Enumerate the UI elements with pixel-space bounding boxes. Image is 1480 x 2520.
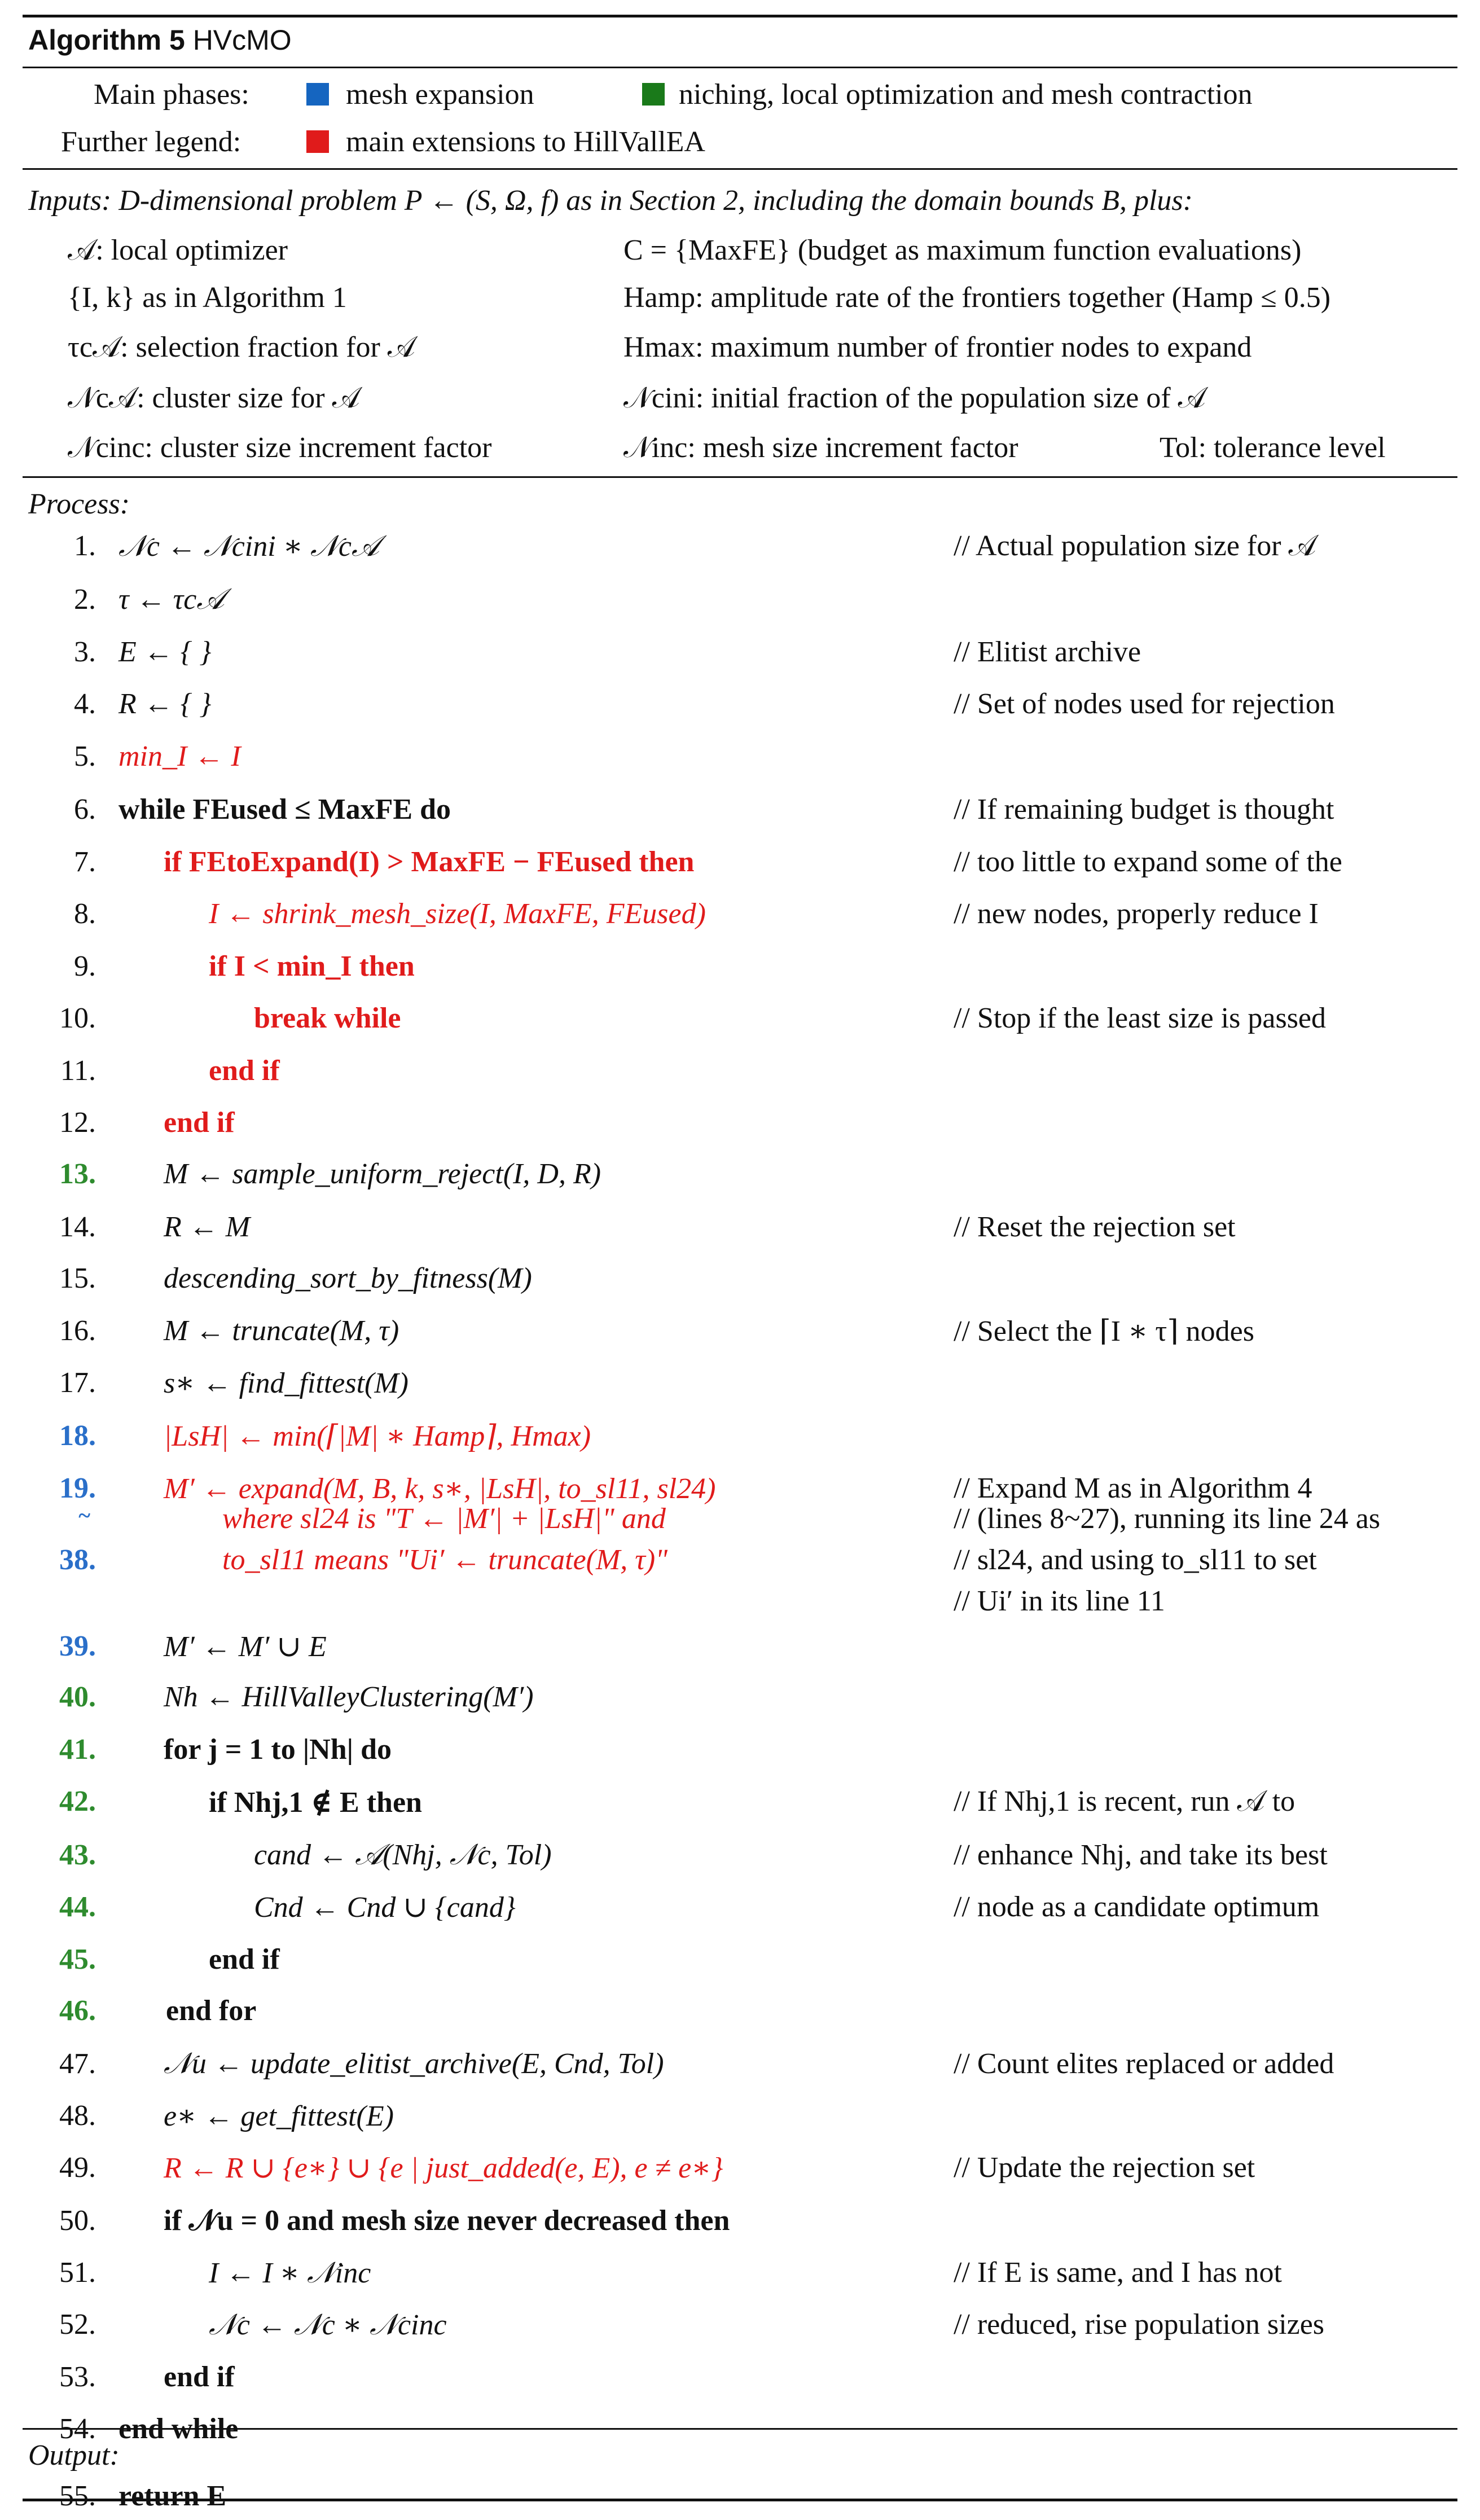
line-number: 49. [59, 2152, 96, 2184]
algorithm-step: end for [166, 1995, 257, 2027]
line-number: ~ [78, 1503, 90, 1528]
line-number-55: 55. [59, 2480, 96, 2512]
line-comment: // Ui′ in its line 11 [954, 1585, 1165, 1617]
line-comment: // Expand M as in Algorithm 4 [954, 1472, 1312, 1504]
input-local-optimizer: 𝒜: local optimizer [68, 234, 288, 266]
line-number: 3. [74, 636, 96, 668]
line-number: 19. [59, 1472, 96, 1504]
line-comment: // If E is same, and I has not [954, 2256, 1282, 2289]
algorithm-step: s∗ ← find_fittest(M) [164, 1367, 409, 1399]
line-number: 46. [59, 1995, 96, 2027]
line-number: 54. [59, 2413, 96, 2445]
return-statement: return E [118, 2480, 227, 2512]
algorithm-step: e∗ ← get_fittest(E) [164, 2100, 394, 2132]
algorithm-step: Cnd ← Cnd ∪ {cand} [254, 1891, 516, 1924]
red-legend-square [306, 130, 329, 153]
title-rule [23, 67, 1457, 68]
line-number: 44. [59, 1891, 96, 1923]
blue-legend-square [306, 83, 329, 106]
algorithm-step: R ← { } [118, 688, 212, 720]
algorithm-step: M ← sample_uniform_reject(I, D, R) [164, 1158, 601, 1190]
line-comment: // reduced, rise population sizes [954, 2308, 1325, 2341]
line-number: 18. [59, 1420, 96, 1452]
algorithm-step: while FEused ≤ MaxFE do [118, 793, 451, 826]
line-number: 53. [59, 2361, 96, 2393]
algorithm-step: end if [164, 1107, 235, 1139]
line-number: 17. [59, 1367, 96, 1399]
input-tolerance: Tol: tolerance level [1160, 432, 1386, 464]
inputs-rule [23, 476, 1457, 478]
algorithm-step: end while [118, 2413, 239, 2445]
line-number: 15. [59, 1262, 96, 1294]
input-cluster-increment: 𝒩cinc: cluster size increment factor [68, 432, 492, 464]
line-comment: // Select the ⌈I ∗ τ⌉ nodes [954, 1315, 1254, 1347]
inputs-header: Inputs: D-dimensional problem P ← (S, Ω, f) as in Section 2, including the domain bounds B, plus: [28, 185, 1193, 217]
algorithm-step: end if [164, 2361, 235, 2393]
line-number: 2. [74, 583, 96, 616]
line-number: 38. [59, 1544, 96, 1576]
algorithm-step: break while [254, 1002, 401, 1034]
line-number: 52. [59, 2308, 96, 2341]
algorithm-step: cand ← 𝒜(Nhj, 𝒩c, Tol) [254, 1839, 552, 1871]
algorithm-name: HVcMO [192, 24, 292, 56]
line-comment: // Set of nodes used for rejection [954, 688, 1335, 720]
line-comment: // Actual population size for 𝒜 [954, 530, 1316, 562]
input-budget: C = {MaxFE} (budget as maximum function evaluations) [623, 234, 1302, 266]
algorithm-step: end if [209, 1943, 280, 1975]
algorithm-step: R ← R ∪ {e∗} ∪ {e | just_added(e, E), e ≠ e∗} [164, 2152, 723, 2184]
line-number: 9. [74, 950, 96, 982]
algorithm-step: I ← I ∗ 𝒩inc [209, 2257, 371, 2289]
algorithm-step: R ← M [164, 1211, 251, 1243]
algorithm-step: M ← truncate(M, τ) [164, 1315, 399, 1347]
bottom-rule [23, 2499, 1457, 2501]
algorithm-step: E ← { } [118, 636, 212, 668]
line-number: 43. [59, 1839, 96, 1871]
line-number: 50. [59, 2205, 96, 2237]
line-number: 11. [60, 1055, 96, 1087]
line-comment: // (lines 8~27), running its line 24 as [954, 1503, 1381, 1535]
algorithm-step: to_sl11 means "Ui′ ← truncate(M, τ)" [222, 1544, 668, 1576]
input-cluster-size: 𝒩c𝒜: cluster size for 𝒜 [68, 382, 360, 414]
line-comment: // Elitist archive [954, 636, 1141, 668]
main-phases-label: Main phases: [94, 78, 249, 111]
line-comment: // enhance Nhj, and take its best [954, 1839, 1328, 1871]
algorithm-label: Algorithm 5 [28, 24, 185, 56]
algorithm-step: if I < min_I then [209, 950, 415, 982]
line-number: 14. [59, 1211, 96, 1243]
algorithm-step: min_I ← I [118, 740, 241, 772]
algorithm-step: 𝒩c ← 𝒩c ∗ 𝒩cinc [209, 2309, 447, 2341]
algorithm-step: end if [209, 1055, 280, 1087]
algorithm-step: if 𝒩u = 0 and mesh size never decreased then [164, 2205, 730, 2237]
line-number: 5. [74, 740, 96, 772]
algorithm-step: |LsH| ← min(⌈|M| ∗ Hamp⌉, Hmax) [164, 1420, 591, 1452]
line-number: 42. [59, 1785, 96, 1817]
line-comment: // Count elites replaced or added [954, 2048, 1334, 2080]
line-number: 47. [59, 2048, 96, 2080]
algorithm-step: τ ← τc𝒜 [118, 583, 225, 616]
legend-rule [23, 168, 1457, 170]
line-number: 12. [59, 1107, 96, 1139]
phase-niching: niching, local optimization and mesh contraction [679, 78, 1253, 111]
phase-mesh-expansion: mesh expansion [346, 78, 534, 111]
algorithm-step: I ← shrink_mesh_size(I, MaxFE, FEused) [209, 898, 706, 930]
line-number: 10. [59, 1002, 96, 1034]
line-number: 40. [59, 1681, 96, 1713]
line-comment: // too little to expand some of the [954, 846, 1342, 878]
green-legend-square [642, 83, 665, 106]
line-comment: // If Nhj,1 is recent, run 𝒜 to [954, 1785, 1295, 1817]
input-mesh-increment: 𝒩inc: mesh size increment factor [623, 432, 1018, 464]
algorithm-step: M′ ← expand(M, B, k, s∗, |LsH|, to_sl11, sl24) [164, 1473, 716, 1505]
line-number: 6. [74, 793, 96, 826]
algorithm-step: for j = 1 to |Nh| do [164, 1733, 392, 1766]
line-number: 13. [59, 1158, 96, 1190]
input-I-k: {I, k} as in Algorithm 1 [68, 282, 347, 314]
input-selection-fraction: τc𝒜: selection fraction for 𝒜 [68, 331, 415, 363]
line-comment: // Update the rejection set [954, 2152, 1255, 2184]
line-comment: // sl24, and using to_sl11 to set [954, 1544, 1317, 1576]
line-number: 1. [74, 530, 96, 562]
line-comment: // node as a candidate optimum [954, 1891, 1320, 1923]
line-number: 39. [59, 1630, 96, 1662]
line-comment: // If remaining budget is thought [954, 793, 1334, 826]
algorithm-step: 𝒩c ← 𝒩cini ∗ 𝒩c𝒜 [118, 530, 380, 563]
line-number: 41. [59, 1733, 96, 1766]
top-rule [23, 15, 1457, 17]
line-number: 16. [59, 1315, 96, 1347]
line-comment: // new nodes, properly reduce I [954, 898, 1319, 930]
algorithm-step: 𝒩u ← update_elitist_archive(E, Cnd, Tol) [164, 2048, 664, 2080]
algorithm-step: descending_sort_by_fitness(M) [164, 1262, 532, 1294]
algorithm-step: if FEtoExpand(I) > MaxFE − FEused then [164, 846, 695, 878]
line-comment: // Reset the rejection set [954, 1211, 1236, 1243]
algorithm-title [28, 26, 292, 54]
line-number: 45. [59, 1943, 96, 1975]
input-amplitude-rate: Hamp: amplitude rate of the frontiers together (Hamp ≤ 0.5) [623, 282, 1331, 314]
further-legend-label: Further legend: [61, 126, 241, 158]
line-number: 7. [74, 846, 96, 878]
algorithm-step: Nh ← HillValleyClustering(M′) [164, 1681, 534, 1713]
algorithm-step: where sl24 is "T ← |M′| + |LsH|" and [222, 1503, 666, 1535]
input-max-frontier: Hmax: maximum number of frontier nodes to expand [623, 331, 1252, 363]
line-number: 4. [74, 688, 96, 720]
further-legend-text: main extensions to HillVallEA [346, 126, 705, 158]
line-comment: // Stop if the least size is passed [954, 1002, 1327, 1034]
algorithm-step: if Nhj,1 ∉ E then [209, 1786, 422, 1819]
line-number: 48. [59, 2100, 96, 2132]
line-number: 51. [59, 2256, 96, 2289]
process-label: Process: [28, 488, 130, 520]
line-number: 8. [74, 898, 96, 930]
algorithm-step: M′ ← M′ ∪ E [164, 1631, 327, 1663]
output-label: Output: [28, 2439, 120, 2471]
input-initial-fraction: 𝒩cini: initial fraction of the population size of 𝒜 [623, 382, 1206, 414]
